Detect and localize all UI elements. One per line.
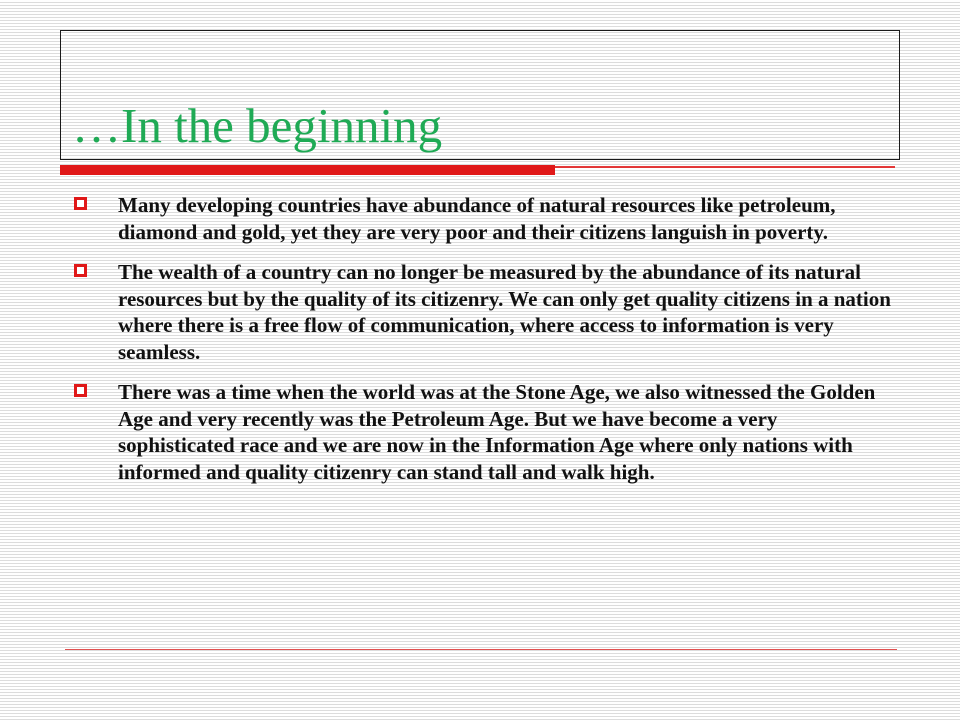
bullet-text: There was a time when the world was at the Stone Age, we also witnessed the Golden Age and very recently was the Petroleum Age. But we have become a very sophisticated race and we are now in the Information Age where only nations with informed and quality citizenry can stand tall and walk high. [118,380,876,484]
list-item [72,192,892,245]
footer-rule [65,649,897,650]
slide-title: …In the beginning [72,98,443,153]
square-bullet-icon [74,197,87,210]
bullet-text: Many developing countries have abundance of natural resources like petroleum, diamond and gold, yet they are very poor and their citizens languish in poverty. [118,193,836,244]
list-item [72,379,892,485]
square-bullet-icon [74,384,87,397]
title-underline-bar [60,165,555,175]
bullet-text: The wealth of a country can no longer be measured by the abundance of its natural resources but by the quality of its citizenry. We can only get quality citizens in a nation where there is a free flow of communication, where access to information is very seamless. [118,260,891,364]
bullet-list [72,192,892,499]
list-item [72,259,892,365]
square-bullet-icon [74,264,87,277]
title-underline-rule [555,166,895,168]
